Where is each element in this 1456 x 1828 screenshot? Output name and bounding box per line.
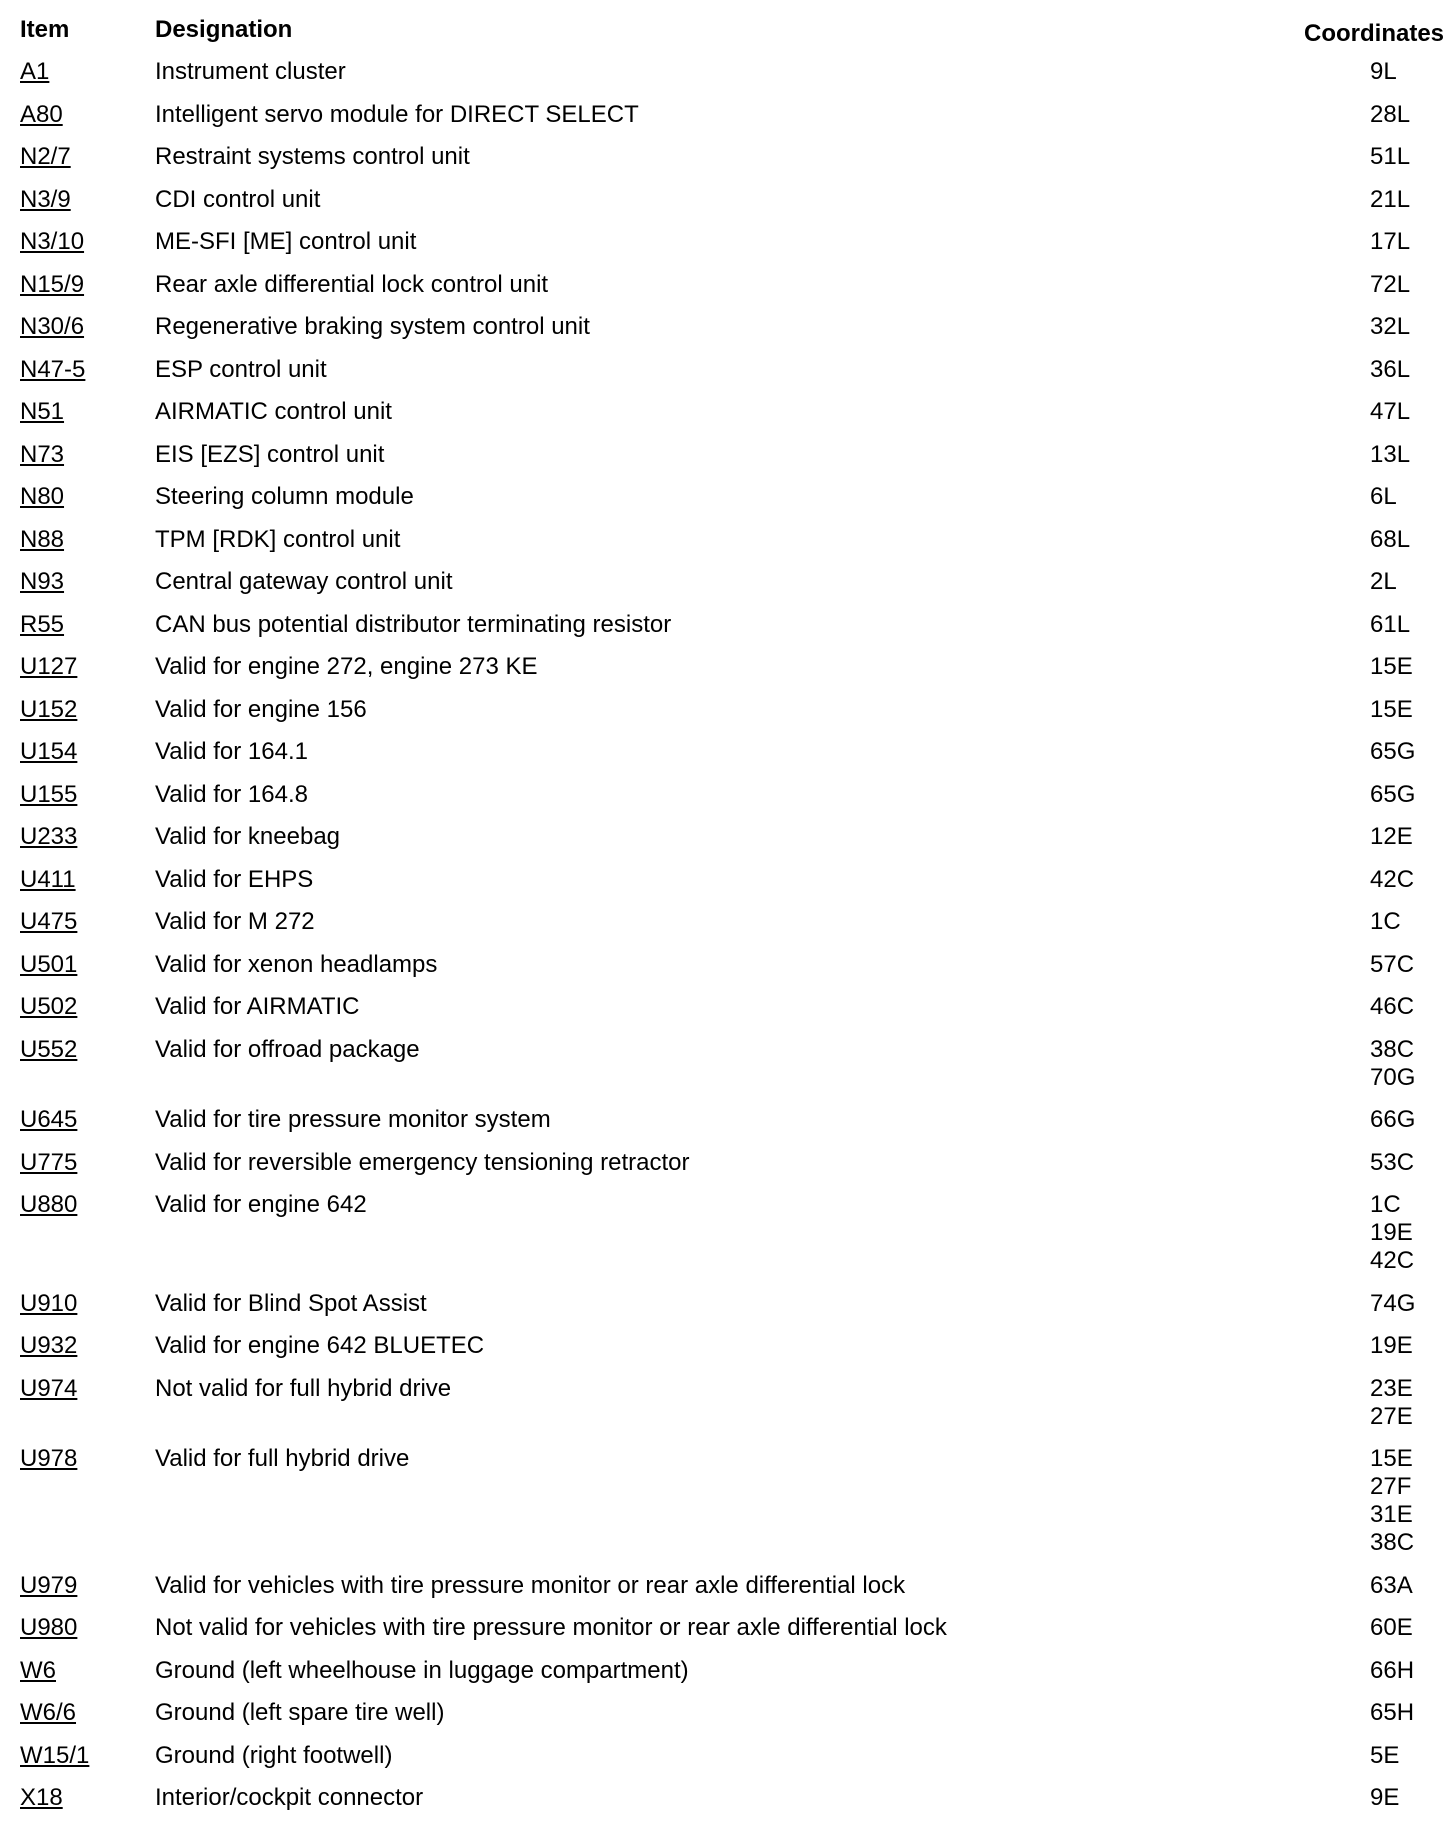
coordinates-cell — [1370, 568, 1456, 596]
item-link[interactable]: U978 — [20, 1445, 78, 1472]
table-row — [0, 1742, 1456, 1785]
coordinates-cell — [1370, 738, 1456, 766]
coordinates-cell — [1370, 908, 1456, 936]
table-row — [0, 313, 1456, 356]
item-link[interactable]: N3/10 — [20, 228, 85, 255]
item-link[interactable]: U932 — [20, 1332, 78, 1359]
designation-text: Valid for full hybrid drive — [155, 1445, 410, 1472]
coordinate-value: 27E — [1370, 1402, 1413, 1430]
designation-text: Ground (left wheelhouse in luggage compartment) — [155, 1656, 689, 1684]
coordinates-cell — [1370, 441, 1456, 469]
item-link[interactable]: N73 — [20, 440, 65, 468]
item-link[interactable]: N3/9 — [20, 185, 71, 213]
coordinates-cell — [1370, 1106, 1456, 1134]
item-link[interactable]: U552 — [20, 1035, 78, 1063]
designation-text: Instrument cluster — [155, 58, 346, 85]
coordinate-value: 31E — [1370, 1501, 1413, 1528]
designation-text: Valid for tire pressure monitor system — [155, 1106, 551, 1133]
coordinate-value: 27F — [1370, 1473, 1412, 1500]
item-link[interactable]: U155 — [20, 780, 78, 808]
item-link[interactable]: U974 — [20, 1374, 78, 1402]
table-row — [0, 866, 1456, 909]
coordinate-value: 2L — [1370, 568, 1397, 595]
designation-text: Valid for reversible emergency tensioning retractor — [155, 1148, 690, 1176]
table-row — [0, 1784, 1456, 1827]
item-link[interactable]: U501 — [20, 950, 78, 978]
item-link[interactable]: A80 — [20, 100, 63, 128]
table-row — [0, 271, 1456, 314]
coordinates-cell — [1370, 951, 1456, 979]
coordinate-value: 46C — [1370, 993, 1415, 1020]
table-row — [0, 696, 1456, 739]
table-row — [0, 228, 1456, 271]
coordinate-value: 61L — [1370, 610, 1411, 638]
coordinates-cell — [1370, 1699, 1456, 1727]
designation-text: CAN bus potential distributor terminating resistor — [155, 610, 672, 638]
item-link[interactable]: R55 — [20, 610, 65, 638]
coordinate-value: 65G — [1370, 780, 1416, 808]
coordinates-cell — [1370, 1290, 1456, 1318]
designation-text: Regenerative braking system control unit — [155, 313, 590, 340]
designation-text: Restraint systems control unit — [155, 143, 470, 170]
coordinate-value: 9L — [1370, 58, 1397, 85]
coordinates-cell — [1370, 271, 1456, 299]
designation-text: Intelligent servo module for DIRECT SELECT — [155, 100, 639, 128]
item-link[interactable]: U502 — [20, 993, 78, 1020]
coordinates-cell — [1370, 186, 1456, 214]
item-link[interactable]: U127 — [20, 653, 78, 680]
item-link[interactable]: A1 — [20, 58, 50, 85]
coordinate-value: 74G — [1370, 1289, 1416, 1317]
table-row — [0, 738, 1456, 781]
table-row — [0, 823, 1456, 866]
table-row — [0, 1657, 1456, 1700]
item-column-header: Item — [20, 16, 70, 43]
coordinate-value: 19E — [1370, 1219, 1413, 1246]
table-row — [0, 356, 1456, 399]
designation-text: CDI control unit — [155, 185, 321, 213]
table-row — [0, 951, 1456, 994]
designation-text: Valid for 164.1 — [155, 738, 308, 765]
coordinates-cell — [1370, 696, 1456, 724]
coordinate-value: 21L — [1370, 185, 1411, 213]
table-row — [0, 483, 1456, 526]
coordinates-cell — [1370, 58, 1456, 86]
coordinate-value: 9E — [1370, 1784, 1400, 1811]
coordinates-cell — [1370, 1742, 1456, 1770]
item-link[interactable]: N93 — [20, 568, 65, 595]
table-row — [0, 58, 1456, 101]
item-link[interactable]: W15/1 — [20, 1741, 90, 1769]
designation-text: Valid for offroad package — [155, 1035, 420, 1063]
table-row — [0, 611, 1456, 654]
coordinates-cell — [1370, 1657, 1456, 1685]
coordinates-cell — [1370, 313, 1456, 341]
coordinate-value: 38C — [1370, 1529, 1415, 1556]
coordinate-value: 38C — [1370, 1035, 1415, 1063]
coordinates-cell — [1370, 1332, 1456, 1360]
designation-text: Ground (right footwell) — [155, 1741, 393, 1769]
table-row — [0, 781, 1456, 824]
coordinate-value: 5E — [1370, 1741, 1400, 1769]
designation-text: Rear axle differential lock control unit — [155, 270, 549, 298]
item-link[interactable]: U880 — [20, 1191, 78, 1218]
coordinate-value: 1C — [1370, 908, 1401, 935]
designation-text: Valid for engine 642 — [155, 1191, 367, 1218]
designation-text: Valid for vehicles with tire pressure monitor or rear axle differential lock — [155, 1571, 906, 1599]
designation-text: Central gateway control unit — [155, 568, 453, 595]
coordinate-value: 68L — [1370, 525, 1411, 553]
coordinate-value: 65G — [1370, 738, 1416, 765]
table-row — [0, 101, 1456, 144]
table-row — [0, 1149, 1456, 1192]
coordinate-value: 23E — [1370, 1374, 1413, 1402]
designation-text: Valid for AIRMATIC — [155, 993, 360, 1020]
item-link[interactable]: W6 — [20, 1656, 56, 1684]
coordinates-cell — [1370, 866, 1456, 894]
coordinates-cell — [1370, 823, 1456, 851]
table-body — [0, 58, 1456, 1827]
item-link[interactable]: W6/6 — [20, 1699, 77, 1726]
designation-text: Valid for Blind Spot Assist — [155, 1289, 427, 1317]
designation-text: Interior/cockpit connector — [155, 1784, 424, 1811]
coordinates-cell — [1370, 1784, 1456, 1812]
item-link[interactable]: U980 — [20, 1614, 78, 1641]
item-link[interactable]: N47-5 — [20, 355, 86, 383]
item-link[interactable]: U979 — [20, 1571, 78, 1599]
coordinate-value: 32L — [1370, 313, 1411, 340]
coordinates-column-header: Coordinates — [1304, 20, 1445, 47]
coordinates-cell — [1370, 1036, 1456, 1092]
table-row — [0, 1375, 1456, 1446]
item-link[interactable]: N15/9 — [20, 270, 85, 298]
coordinate-value: 47L — [1370, 398, 1411, 425]
coordinate-value: 66G — [1370, 1106, 1416, 1133]
designation-text: Valid for M 272 — [155, 908, 315, 935]
coordinate-value: 53C — [1370, 1148, 1415, 1176]
designation-text: Steering column module — [155, 483, 414, 510]
designation-text: Valid for 164.8 — [155, 780, 308, 808]
coordinate-value: 42C — [1370, 865, 1415, 893]
table-row — [0, 1572, 1456, 1615]
coordinates-cell — [1370, 1445, 1456, 1557]
coordinate-value: 1C — [1370, 1191, 1401, 1218]
table-row — [0, 1106, 1456, 1149]
designation-text: EIS [EZS] control unit — [155, 440, 385, 468]
designation-text: ME-SFI [ME] control unit — [155, 228, 417, 255]
designation-text: Not valid for vehicles with tire pressure monitor or rear axle differential lock — [155, 1614, 947, 1641]
coordinate-value: 19E — [1370, 1332, 1413, 1359]
table-row — [0, 1191, 1456, 1290]
coordinate-value: 65H — [1370, 1699, 1415, 1726]
coordinate-value: 70G — [1370, 1063, 1416, 1091]
coordinates-cell — [1370, 1149, 1456, 1177]
table-row — [0, 186, 1456, 229]
coordinate-value: 36L — [1370, 355, 1411, 383]
item-link[interactable]: U233 — [20, 823, 78, 850]
coordinate-value: 57C — [1370, 950, 1415, 978]
item-link[interactable]: U775 — [20, 1148, 78, 1176]
item-link[interactable]: U411 — [20, 865, 76, 893]
coordinate-value: 72L — [1370, 270, 1411, 298]
coordinates-cell — [1370, 143, 1456, 171]
coordinates-cell — [1370, 1191, 1456, 1275]
coordinates-cell — [1370, 483, 1456, 511]
coordinate-value: 15E — [1370, 695, 1413, 723]
designation-text: TPM [RDK] control unit — [155, 525, 401, 553]
coordinates-cell — [1370, 228, 1456, 256]
coordinates-cell — [1370, 781, 1456, 809]
designation-text: Valid for kneebag — [155, 823, 341, 850]
coordinate-value: 17L — [1370, 228, 1411, 255]
coordinates-cell — [1370, 1572, 1456, 1600]
coordinates-cell — [1370, 398, 1456, 426]
table-row — [0, 1332, 1456, 1375]
item-link[interactable]: U645 — [20, 1106, 78, 1133]
coordinates-cell — [1370, 1375, 1456, 1431]
item-link[interactable]: X18 — [20, 1784, 63, 1811]
designation-text: Not valid for full hybrid drive — [155, 1374, 452, 1402]
coordinates-cell — [1370, 993, 1456, 1021]
table-row — [0, 1036, 1456, 1107]
coordinate-value: 51L — [1370, 143, 1411, 170]
designation-column-header: Designation — [155, 16, 293, 43]
item-link[interactable]: U475 — [20, 908, 78, 935]
table-row — [0, 653, 1456, 696]
table-row — [0, 143, 1456, 186]
coordinate-value: 66H — [1370, 1656, 1415, 1684]
table-row — [0, 908, 1456, 951]
table-row — [0, 1614, 1456, 1657]
coordinates-cell — [1370, 356, 1456, 384]
table-row — [0, 1290, 1456, 1333]
table-row — [0, 526, 1456, 569]
coordinates-cell — [1370, 526, 1456, 554]
item-link[interactable]: N80 — [20, 483, 65, 510]
coordinates-cell — [1370, 611, 1456, 639]
designation-text: Valid for engine 642 BLUETEC — [155, 1332, 485, 1359]
designation-text: Valid for engine 156 — [155, 695, 367, 723]
coordinate-value: 15E — [1370, 653, 1413, 680]
table-row — [0, 441, 1456, 484]
item-link[interactable]: N2/7 — [20, 143, 71, 170]
designation-text: Valid for engine 272, engine 273 KE — [155, 653, 538, 680]
designation-text: Valid for xenon headlamps — [155, 950, 438, 978]
designation-text: ESP control unit — [155, 355, 327, 383]
coordinate-value: 12E — [1370, 823, 1413, 850]
table-row — [0, 1445, 1456, 1572]
item-link[interactable]: N88 — [20, 525, 65, 553]
table-row — [0, 1699, 1456, 1742]
coordinate-value: 15E — [1370, 1445, 1413, 1472]
table-header — [0, 0, 1456, 58]
designation-text: AIRMATIC control unit — [155, 398, 392, 425]
designation-text: Ground (left spare tire well) — [155, 1699, 445, 1726]
coordinates-cell — [1370, 101, 1456, 129]
coordinate-value: 6L — [1370, 483, 1397, 510]
coordinate-value: 28L — [1370, 100, 1411, 128]
coordinate-value: 42C — [1370, 1247, 1415, 1274]
table-row — [0, 993, 1456, 1036]
coordinate-value: 60E — [1370, 1614, 1413, 1641]
item-link[interactable]: U910 — [20, 1289, 78, 1317]
coordinates-cell — [1370, 1614, 1456, 1642]
table-row — [0, 568, 1456, 611]
item-link[interactable]: N51 — [20, 398, 65, 425]
designation-text: Valid for EHPS — [155, 865, 314, 893]
coordinate-value: 13L — [1370, 440, 1411, 468]
item-link[interactable]: U152 — [20, 695, 78, 723]
coordinates-cell — [1370, 653, 1456, 681]
table-row — [0, 398, 1456, 441]
item-link[interactable]: U154 — [20, 738, 78, 765]
coordinate-value: 63A — [1370, 1571, 1413, 1599]
item-link[interactable]: N30/6 — [20, 313, 85, 340]
